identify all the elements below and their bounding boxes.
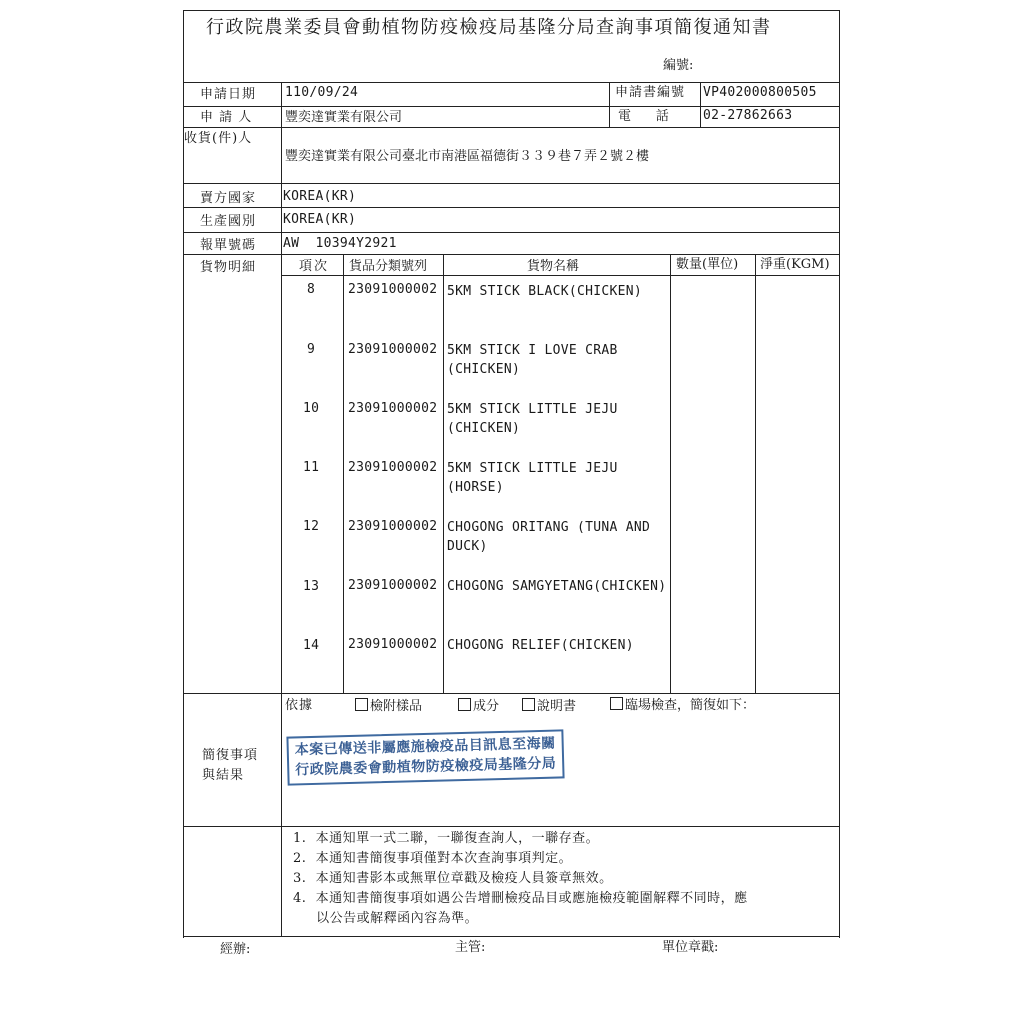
rule <box>183 936 839 937</box>
row-goods-name: CHOGONG ORITANG (TUNA AND DUCK) <box>447 520 651 554</box>
number-label: 編號: <box>663 58 694 73</box>
declaration: AW 10394Y2921 <box>283 236 397 251</box>
row-goods-name: CHOGONG SAMGYETANG(CHICKEN) <box>447 579 667 594</box>
col-header-net-weight: 淨重(KGM) <box>760 257 830 272</box>
col-header-hs-code: 貨品分類號列 <box>349 259 428 274</box>
handler-label: 經辦: <box>220 942 251 957</box>
phone: 02-27862663 <box>703 108 793 123</box>
phone-label: 電 話 <box>618 109 669 124</box>
basis-option-inspection: 臨場檢查，簡復如下： <box>610 697 755 714</box>
applicant-label: 申 請 人 <box>200 110 253 125</box>
basis-option-ingredients: 成分 <box>458 698 499 715</box>
col-header-quantity: 數量(單位) <box>676 257 739 272</box>
applicant: 豐奕達實業有限公司 <box>285 110 403 125</box>
note-item: 2. 本通知書簡復事項僅對本次查詢事項判定。 <box>293 851 573 866</box>
checkbox-inspection <box>610 697 623 710</box>
row-item-no: 11 <box>303 460 320 475</box>
origin: KOREA(KR) <box>283 212 357 227</box>
note-item: 4. 本通知書簡復事項如遇公告增刪檢疫品目或應施檢疫範圍解釋不同時，應 <box>293 891 748 906</box>
supervisor-label: 主管: <box>455 940 486 955</box>
row-item-no: 9 <box>307 342 316 357</box>
checkbox-manual <box>522 698 535 711</box>
unit-seal-label: 單位章戳: <box>662 940 719 955</box>
divider <box>670 254 671 693</box>
row-goods-name: 5KM STICK LITTLE JEJU (CHICKEN) <box>447 402 618 436</box>
app-no-label: 申請書編號 <box>615 85 686 100</box>
row-hs-code: 23091000002 <box>348 578 438 593</box>
note-item: 1. 本通知單一式二聯，一聯復查詢人，一聯存查。 <box>293 831 600 846</box>
checkbox-ingredients <box>458 698 471 711</box>
notes-list <box>293 829 748 929</box>
divider <box>443 254 444 693</box>
row-hs-code: 23091000002 <box>348 282 438 297</box>
note-item: 3. 本通知書影本或無單位章戳及檢疫人員簽章無效。 <box>293 871 613 886</box>
customs-notice-stamp <box>286 729 564 785</box>
stamp-line-1: 本案已傳送非屬應施檢疫品目訊息至海關 <box>294 735 556 759</box>
checkbox-sample <box>355 698 368 711</box>
row-goods-name: 5KM STICK I LOVE CRAB (CHICKEN) <box>447 343 618 377</box>
stamp-line-2: 行政院農委會動植物防疫檢疫局基隆分局 <box>295 755 557 779</box>
row-goods-name: 5KM STICK BLACK(CHICKEN) <box>447 284 643 299</box>
row-item-no: 8 <box>307 282 316 297</box>
seller-country: KOREA(KR) <box>283 189 357 204</box>
row-hs-code: 23091000002 <box>348 342 438 357</box>
row-hs-code: 23091000002 <box>348 401 438 416</box>
basis-option-manual: 說明書 <box>522 698 576 715</box>
consignee: 豐奕達實業有限公司臺北市南港區福德街３３９巷７弄２號２樓 <box>285 149 650 164</box>
label-divider <box>281 82 282 936</box>
frame-right <box>839 10 840 938</box>
row-hs-code: 23091000002 <box>348 519 438 534</box>
row-goods-name: CHOGONG RELIEF(CHICKEN) <box>447 638 634 653</box>
divider <box>609 82 610 127</box>
col-header-item-no: 項次 <box>299 259 330 274</box>
row-item-no: 14 <box>303 638 320 653</box>
goods-label: 貨物明細 <box>200 260 257 275</box>
basis-label: 依據 <box>285 698 314 713</box>
row-item-no: 13 <box>303 579 320 594</box>
app-no: VP402000800505 <box>703 85 817 100</box>
divider <box>700 82 701 127</box>
row-item-no: 12 <box>303 519 320 534</box>
frame-left <box>183 10 184 938</box>
frame-top <box>183 10 839 11</box>
apply-date-label: 申請日期 <box>200 87 257 102</box>
row-goods-name: 5KM STICK LITTLE JEJU (HORSE) <box>447 461 618 495</box>
divider <box>755 254 756 693</box>
seller-country-label: 賣方國家 <box>200 191 257 206</box>
row-hs-code: 23091000002 <box>348 460 438 475</box>
declaration-label: 報單號碼 <box>200 238 257 253</box>
basis-option-sample: 檢附樣品 <box>355 698 422 715</box>
consignee-label: 收貨(件)人 <box>184 131 253 146</box>
note-item: 以公告或解釋函內容為準。 <box>293 911 479 926</box>
row-hs-code: 23091000002 <box>348 637 438 652</box>
col-header-goods-name: 貨物名稱 <box>527 259 580 274</box>
divider <box>343 254 344 693</box>
row-item-no: 10 <box>303 401 320 416</box>
result-label: 簡復事項 與結果 <box>202 748 259 783</box>
apply-date: 110/09/24 <box>285 85 359 100</box>
document-title: 行政院農業委員會動植物防疫檢疫局基隆分局查詢事項簡復通知書 <box>206 17 772 38</box>
origin-label: 生產國別 <box>200 214 257 229</box>
